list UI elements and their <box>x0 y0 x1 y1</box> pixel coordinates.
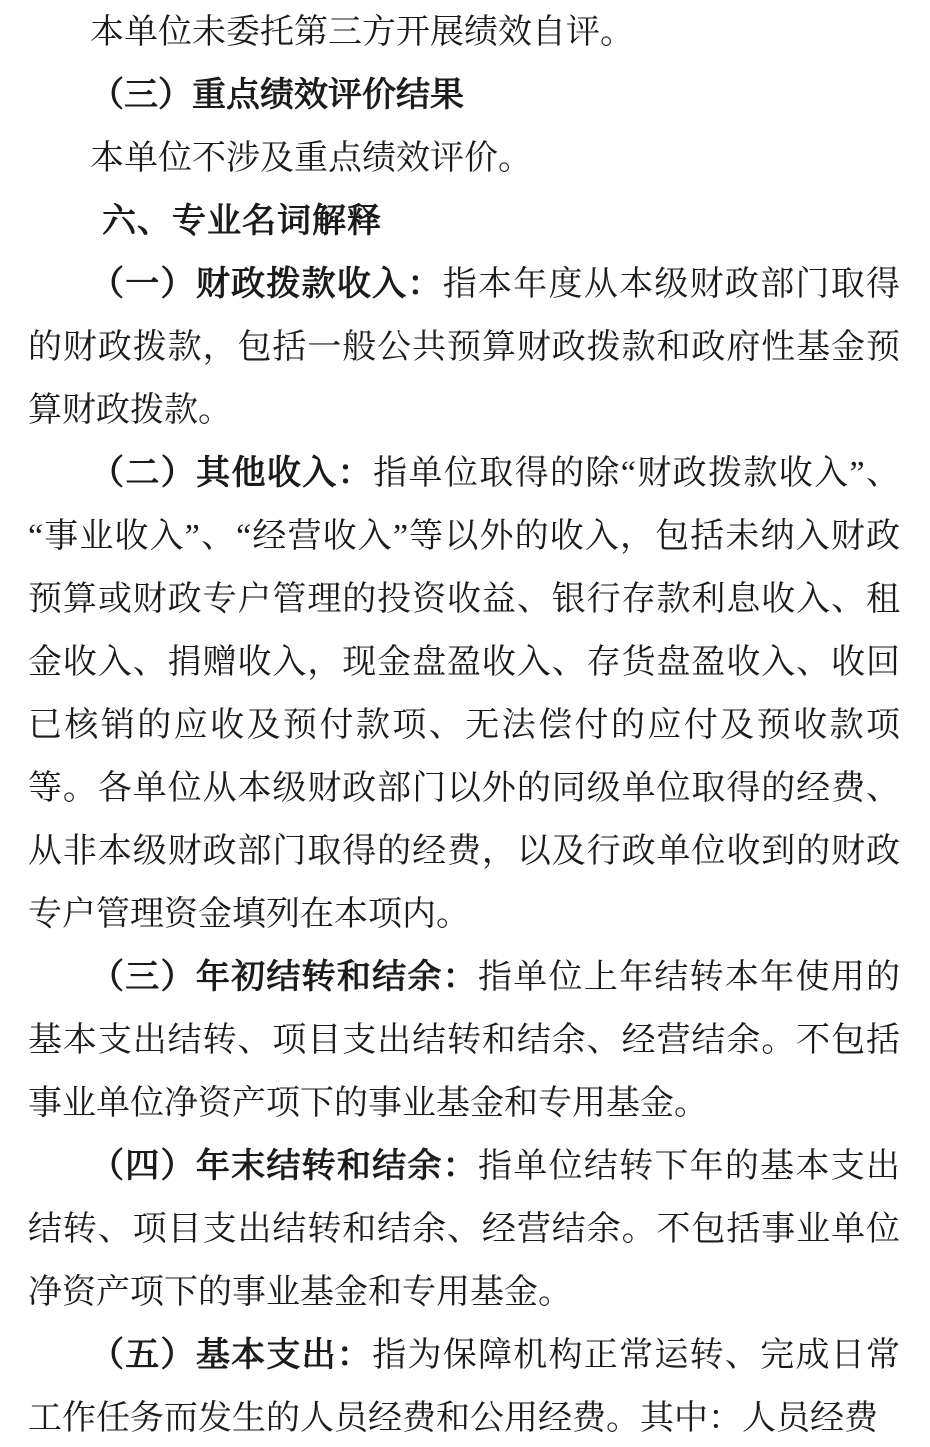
paragraph <box>28 946 900 1135</box>
paragraph-text: 本单位未委托第三方开展绩效自评。 <box>90 14 634 51</box>
paragraph-text: 指单位取得的除“财政拨款收入”、“事业收入”、“经营收入”等以外的收入，包括未纳入财政预算或财政专户管理的投资收益、银行存款利息收入、租金收入、捐赠收入，现金盘盈收入、存货盘盈收入、收回已核销的应收及预付款项、无法偿付的应付及预收款项等。各单位从本级财政部门以外的同级单位取得的经费、从非本级财政部门取得的经费，以及行政单位收到的财政专户管理资金填列在本项内。 <box>28 455 901 933</box>
section-heading <box>28 64 900 127</box>
paragraph <box>28 442 900 946</box>
paragraph-text: 指单位结转下年的基本支出结转、项目支出结转和结余、经营结余。不包括事业单位净资产项下的事业基金和专用基金。 <box>28 1148 900 1311</box>
paragraph <box>28 127 900 190</box>
paragraph <box>28 1135 900 1324</box>
paragraph-lead: （一）财政拨款收入： <box>90 266 443 303</box>
heading-text: 六、专业名词解释 <box>102 202 382 240</box>
paragraph-lead: （二）其他收入： <box>90 455 374 492</box>
document-content <box>28 1 900 1447</box>
paragraph-text: 本单位不涉及重点绩效评价。 <box>90 140 532 177</box>
paragraph <box>28 253 900 442</box>
heading-text: （三）重点绩效评价结果 <box>90 77 464 114</box>
paragraph-text: 指本年度从本级财政部门取得的财政拨款，包括一般公共预算财政拨款和政府性基金预算财政拨款。 <box>28 266 901 429</box>
section-heading <box>28 190 900 253</box>
paragraph-text: 指单位上年结转本年使用的基本支出结转、项目支出结转和结余、经营结余。不包括事业单位净资产项下的事业基金和专用基金。 <box>28 959 900 1122</box>
paragraph <box>28 1324 900 1447</box>
paragraph <box>28 1 900 64</box>
paragraph-lead: （三）年初结转和结余： <box>90 959 478 996</box>
paragraph-lead: （五）基本支出： <box>90 1337 373 1374</box>
paragraph-text: 指为保障机构正常运转、完成日常工作任务而发生的人员经费和公用经费。其中：人员经费 <box>28 1337 901 1437</box>
paragraph-lead: （四）年末结转和结余： <box>90 1148 478 1185</box>
